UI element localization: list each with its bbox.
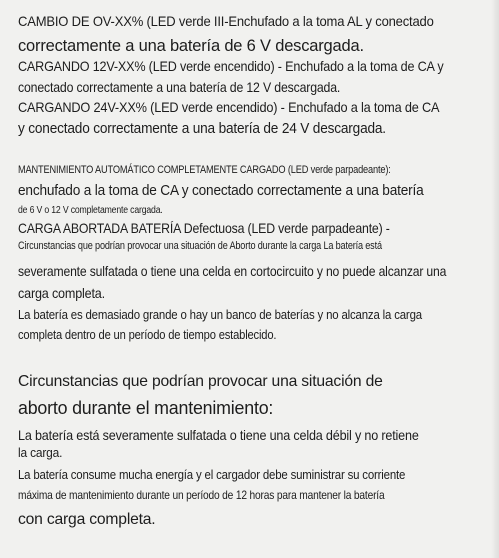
text-line: CAMBIO DE OV-XX% (LED verde III-Enchufado a la toma AL y conectado (18, 13, 434, 29)
text-line: severamente sulfatada o tiene una celda en cortocircuito y no puede alcanzar una (18, 263, 447, 279)
text-line: Circunstancias que podrían provocar una situación de Aborto durante la carga La batería está (18, 240, 382, 252)
section-heading: Circunstancias que podrían provocar una situación de (18, 373, 383, 390)
text-line: conectado correctamente a una batería de 12 V descargada. (18, 79, 341, 95)
text-line: CARGA ABORTADA BATERÍA Defectuosa (LED verde parpadeante) - (18, 220, 390, 236)
text-line: la carga. (18, 445, 63, 460)
text-line: y conectado correctamente a una batería de 24 V descargada. (18, 120, 386, 137)
text-line: La batería es demasiado grande o hay un banco de baterías y no alcanza la carga (18, 307, 422, 322)
text-line: MANTENIMIENTO AUTOMÁTICO COMPLETAMENTE CARGADO (LED verde parpadeante): (18, 164, 391, 176)
text-line: CARGANDO 24V-XX% (LED verde encendido) - Enchufado a la toma de CA (18, 99, 440, 115)
text-line: La batería está severamente sulfatada o tiene una celda débil y no retiene (18, 427, 419, 443)
text-line: carga completa. (18, 285, 105, 301)
text-line: con carga completa. (18, 511, 156, 528)
text-line: CARGANDO 12V-XX% (LED verde encendido) - Enchufado a la toma de CA y (18, 58, 444, 74)
text-line: completa dentro de un período de tiempo establecido. (18, 327, 277, 342)
text-line: correctamente a una batería de 6 V descargada. (18, 36, 364, 55)
text-line: enchufado a la toma de CA y conectado correctamente a una batería (18, 182, 424, 199)
page-edge-shadow (491, 0, 499, 558)
text-line: La batería consume mucha energía y el cargador debe suministrar su corriente (18, 467, 406, 482)
section-heading: aborto durante el mantenimiento: (18, 398, 274, 418)
text-line: máxima de mantenimiento durante un período de 12 horas para mantener la batería (18, 488, 385, 502)
text-line: de 6 V o 12 V completamente cargada. (18, 205, 163, 216)
